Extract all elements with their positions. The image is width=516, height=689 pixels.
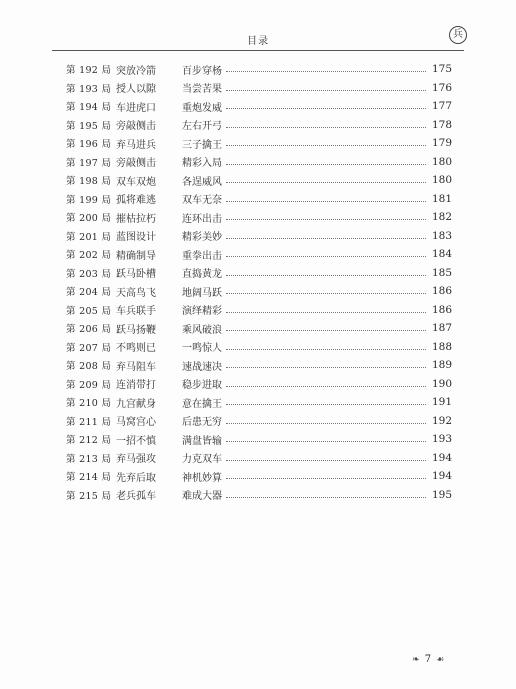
toc-row[interactable] bbox=[66, 208, 452, 227]
toc-title-first: 精确制导 bbox=[116, 250, 156, 262]
toc-page-number: 182 bbox=[431, 211, 452, 224]
toc-row[interactable] bbox=[66, 338, 452, 357]
toc-title-first: 弃马阻车 bbox=[116, 361, 156, 373]
toc-page-number: 180 bbox=[431, 174, 452, 187]
page-title: 目录 bbox=[247, 36, 269, 47]
toc-leader-dots bbox=[226, 366, 426, 368]
toc-game-number: 第 206 局 bbox=[66, 324, 112, 336]
toc-page-number: 187 bbox=[431, 322, 452, 335]
toc-row[interactable] bbox=[66, 467, 452, 486]
toc-title-first: 跃马卧槽 bbox=[116, 269, 156, 281]
bing-emblem-icon: 兵 bbox=[449, 26, 467, 44]
toc-row[interactable] bbox=[66, 486, 452, 505]
toc-leader-dots bbox=[226, 237, 426, 239]
toc-title-second: 连环出击 bbox=[182, 213, 222, 225]
toc-row[interactable] bbox=[66, 60, 452, 79]
toc-game-number: 第 195 局 bbox=[66, 120, 112, 132]
toc-leader-dots bbox=[226, 163, 426, 165]
toc-game-number: 第 210 局 bbox=[66, 398, 112, 410]
toc-row[interactable] bbox=[66, 134, 452, 153]
toc-page-number: 180 bbox=[431, 155, 452, 168]
toc-leader-dots bbox=[226, 329, 426, 331]
toc-title-second: 左右开弓 bbox=[182, 121, 222, 133]
toc-game-number: 第 200 局 bbox=[66, 213, 112, 225]
toc-row[interactable] bbox=[66, 116, 452, 135]
toc-title-second: 力克双车 bbox=[182, 454, 222, 466]
toc-page-number: 184 bbox=[431, 248, 452, 261]
toc-leader-dots bbox=[226, 255, 426, 257]
toc-leader-dots bbox=[226, 348, 426, 350]
toc-title-first: 老兵孤车 bbox=[116, 491, 156, 503]
page-header bbox=[52, 30, 464, 51]
toc-title-second: 双车无奈 bbox=[182, 195, 222, 207]
toc-row[interactable] bbox=[66, 301, 452, 320]
toc-row[interactable] bbox=[66, 190, 452, 209]
toc-leader-dots bbox=[226, 200, 426, 202]
toc-title-first: 弃马强攻 bbox=[116, 454, 156, 466]
toc-row[interactable] bbox=[66, 264, 452, 283]
toc-title-second: 意在擒王 bbox=[182, 398, 222, 410]
toc-title-second: 神机妙算 bbox=[182, 472, 222, 484]
toc-title-second: 稳步进取 bbox=[182, 380, 222, 392]
toc-leader-dots bbox=[226, 440, 426, 442]
toc-game-number: 第 196 局 bbox=[66, 139, 112, 151]
toc-title-first: 一招不慎 bbox=[116, 435, 156, 447]
toc-leader-dots bbox=[226, 218, 426, 220]
toc-leader-dots bbox=[226, 274, 426, 276]
toc-game-number: 第 193 局 bbox=[66, 83, 112, 95]
toc-game-number: 第 207 局 bbox=[66, 342, 112, 354]
toc-title-first: 授人以隙 bbox=[116, 84, 156, 96]
toc-row[interactable] bbox=[66, 97, 452, 116]
toc-row[interactable] bbox=[66, 319, 452, 338]
toc-game-number: 第 202 局 bbox=[66, 250, 112, 262]
toc-title-second: 重炮发威 bbox=[182, 102, 222, 114]
toc-page-number: 188 bbox=[431, 340, 452, 353]
toc-leader-dots bbox=[226, 126, 426, 128]
toc-page-number: 186 bbox=[431, 285, 452, 298]
toc-title-first: 摧枯拉朽 bbox=[116, 213, 156, 225]
toc-title-second: 精彩美妙 bbox=[182, 232, 222, 244]
toc-title-first: 车进虎口 bbox=[116, 102, 156, 114]
toc-page-number: 191 bbox=[431, 396, 452, 409]
toc-page-number: 186 bbox=[431, 303, 452, 316]
toc-title-second: 当尝苦果 bbox=[182, 84, 222, 96]
toc-game-number: 第 211 局 bbox=[66, 416, 112, 428]
toc-page-number: 194 bbox=[431, 470, 452, 483]
right-ornament-icon: ☙ bbox=[436, 655, 446, 665]
toc-game-number: 第 194 局 bbox=[66, 102, 112, 114]
toc-title-second: 精彩入局 bbox=[182, 158, 222, 170]
toc-game-number: 第 199 局 bbox=[66, 194, 112, 206]
toc-page-number: 176 bbox=[431, 81, 452, 94]
toc-leader-dots bbox=[226, 385, 426, 387]
toc-title-second: 重拳出击 bbox=[182, 250, 222, 262]
toc-title-first: 车兵联手 bbox=[116, 306, 156, 318]
toc-page-number: 179 bbox=[431, 137, 452, 150]
toc-title-first: 连消带打 bbox=[116, 380, 156, 392]
toc-title-second: 地阔马跃 bbox=[182, 287, 222, 299]
toc-title-second: 难成大器 bbox=[182, 491, 222, 503]
toc-leader-dots bbox=[226, 496, 426, 498]
toc-row[interactable] bbox=[66, 79, 452, 98]
toc-title-first: 突放冷箭 bbox=[116, 65, 156, 77]
toc-page-number: 185 bbox=[431, 266, 452, 279]
toc-leader-dots bbox=[226, 422, 426, 424]
toc-leader-dots bbox=[226, 144, 426, 146]
toc-row[interactable] bbox=[66, 356, 452, 375]
toc-row[interactable] bbox=[66, 393, 452, 412]
toc-page-number: 194 bbox=[431, 451, 452, 464]
toc-title-first: 天高鸟飞 bbox=[116, 287, 156, 299]
toc-title-first: 先弃后取 bbox=[116, 472, 156, 484]
toc-title-first: 九宫献身 bbox=[116, 398, 156, 410]
toc-title-second: 后患无穷 bbox=[182, 417, 222, 429]
table-of-contents bbox=[66, 60, 452, 504]
toc-leader-dots bbox=[226, 89, 426, 91]
toc-game-number: 第 212 局 bbox=[66, 435, 112, 447]
toc-title-second: 速战速决 bbox=[182, 361, 222, 373]
toc-page-number: 175 bbox=[431, 63, 452, 76]
toc-leader-dots bbox=[226, 181, 426, 183]
toc-game-number: 第 213 局 bbox=[66, 453, 112, 465]
toc-game-number: 第 201 局 bbox=[66, 231, 112, 243]
toc-game-number: 第 214 局 bbox=[66, 472, 112, 484]
toc-leader-dots bbox=[226, 403, 426, 405]
toc-game-number: 第 192 局 bbox=[66, 65, 112, 77]
toc-title-second: 一鸣惊人 bbox=[182, 343, 222, 355]
toc-title-first: 不鸣则已 bbox=[116, 343, 156, 355]
toc-title-first: 马窝宫心 bbox=[116, 417, 156, 429]
toc-game-number: 第 203 局 bbox=[66, 268, 112, 280]
toc-title-second: 百步穿杨 bbox=[182, 65, 222, 77]
toc-row[interactable] bbox=[66, 375, 452, 394]
toc-title-second: 三子擒王 bbox=[182, 139, 222, 151]
toc-game-number: 第 198 局 bbox=[66, 176, 112, 188]
toc-title-first: 旁敲侧击 bbox=[116, 121, 156, 133]
page-number: 7 bbox=[424, 654, 433, 665]
toc-row[interactable] bbox=[66, 153, 452, 172]
toc-page-number: 178 bbox=[431, 118, 452, 131]
toc-title-first: 跃马扬鞭 bbox=[116, 324, 156, 336]
toc-row[interactable] bbox=[66, 171, 452, 190]
toc-title-first: 旁敲侧击 bbox=[116, 158, 156, 170]
toc-row[interactable] bbox=[66, 245, 452, 264]
toc-row[interactable] bbox=[66, 430, 452, 449]
left-ornament-icon: ❧ bbox=[412, 655, 421, 665]
toc-page-number: 181 bbox=[431, 192, 452, 205]
toc-title-first: 双车双炮 bbox=[116, 176, 156, 188]
toc-game-number: 第 205 局 bbox=[66, 305, 112, 317]
toc-row[interactable] bbox=[66, 227, 452, 246]
toc-leader-dots bbox=[226, 292, 426, 294]
toc-leader-dots bbox=[226, 107, 426, 109]
toc-title-second: 直捣黄龙 bbox=[182, 269, 222, 281]
toc-leader-dots bbox=[226, 459, 426, 461]
toc-page-number: 190 bbox=[431, 377, 452, 390]
toc-leader-dots bbox=[226, 70, 426, 72]
page-footer bbox=[412, 654, 445, 665]
toc-page-number: 192 bbox=[431, 414, 452, 427]
toc-page-number: 183 bbox=[431, 229, 452, 242]
toc-page-number: 195 bbox=[431, 488, 452, 501]
toc-title-second: 满盘皆输 bbox=[182, 435, 222, 447]
toc-game-number: 第 209 局 bbox=[66, 379, 112, 391]
toc-title-first: 弃马进兵 bbox=[116, 139, 156, 151]
toc-page-number: 189 bbox=[431, 359, 452, 372]
toc-page-number: 177 bbox=[431, 100, 452, 113]
toc-row[interactable] bbox=[66, 282, 452, 301]
toc-game-number: 第 197 局 bbox=[66, 157, 112, 169]
toc-title-first: 孤将难逃 bbox=[116, 195, 156, 207]
toc-title-second: 乘风破浪 bbox=[182, 324, 222, 336]
toc-game-number: 第 215 局 bbox=[66, 490, 112, 502]
toc-title-second: 演绎精彩 bbox=[182, 306, 222, 318]
toc-title-second: 各逞威风 bbox=[182, 176, 222, 188]
toc-leader-dots bbox=[226, 311, 426, 313]
toc-game-number: 第 204 局 bbox=[66, 287, 112, 299]
toc-row[interactable] bbox=[66, 412, 452, 431]
toc-page-number: 193 bbox=[431, 433, 452, 446]
toc-game-number: 第 208 局 bbox=[66, 361, 112, 373]
toc-title-first: 蓝图设计 bbox=[116, 232, 156, 244]
toc-row[interactable] bbox=[66, 449, 452, 468]
toc-leader-dots bbox=[226, 477, 426, 479]
